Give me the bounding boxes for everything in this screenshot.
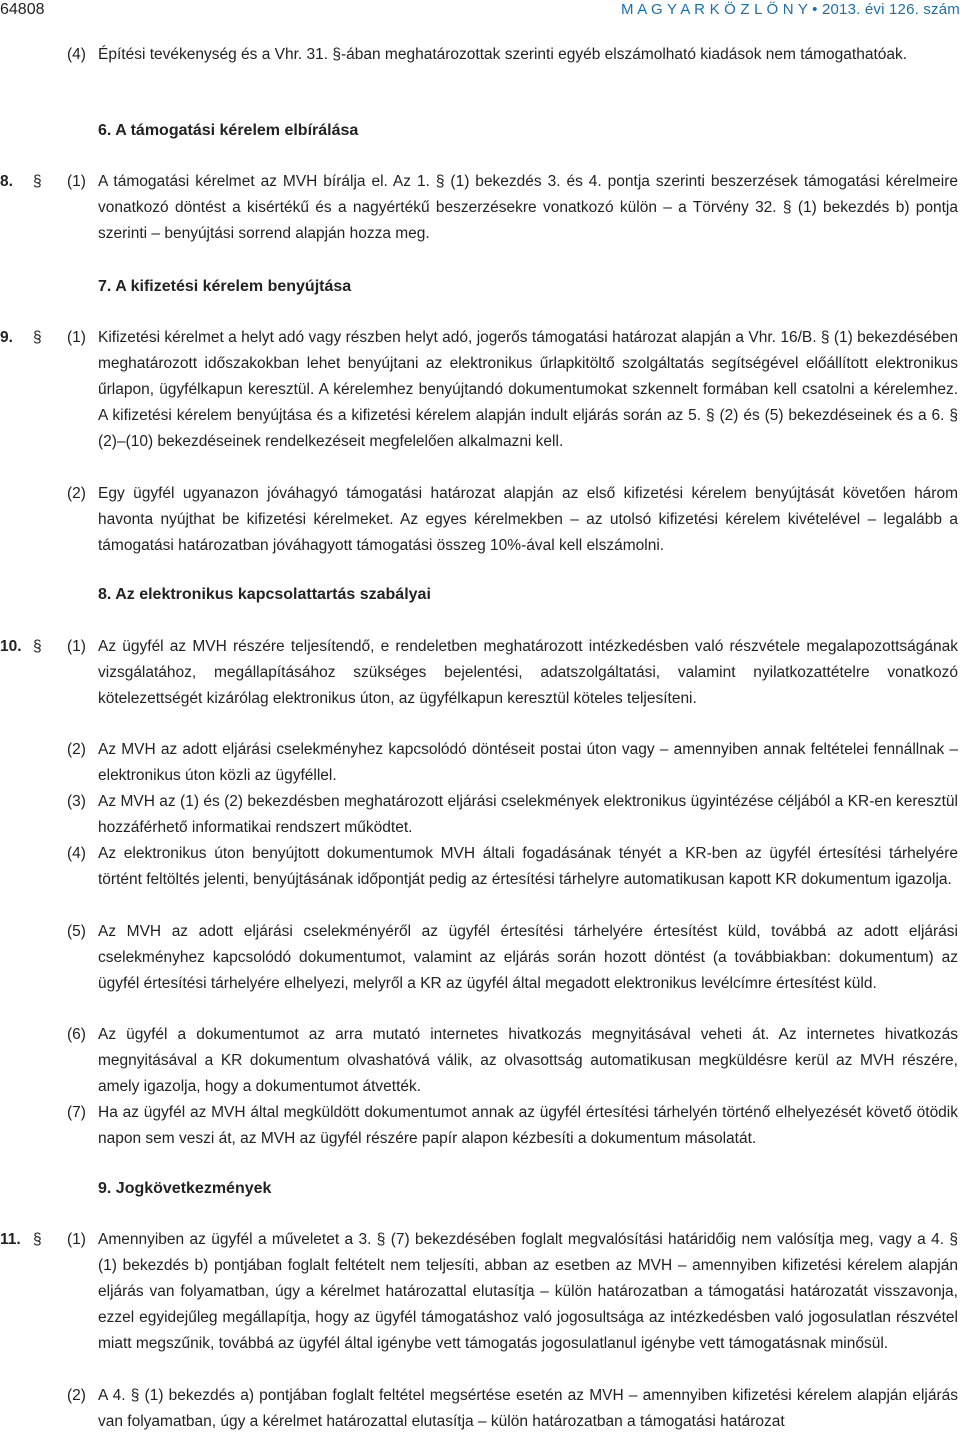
section-number: 8. bbox=[0, 173, 13, 190]
subsection-number: (4) bbox=[67, 845, 86, 862]
heading-7: 7. A kifizetési kérelem benyújtása bbox=[98, 278, 352, 295]
subsection-number: (1) bbox=[67, 329, 86, 346]
subsection-number: (5) bbox=[67, 923, 86, 940]
subsection-text: Kifizetési kérelmet a helyt adó vagy részben helyt adó, jogerős támogatási határozat alapján a Vhr. 16/B. § (1) bekezdésében meghatározott időszakokban lehet benyújtani az elektronikus űrlapkitöltő szolgáltatás segítségével előállított elektronikus űrlapon, ügyfélkapun keresztül. A kérelemhez benyújtandó dokumentumokat szkennelt formában kell csatolni a kérelemhez. A kifizetési kérelem benyújtása és a kifizetési kérelem alapján indult eljárás során az 5. § (2) és (5) bekezdéseinek és a 6. § (2)–(10) bekezdéseinek rendelkezéseit megfelelően alkalmazni kell. bbox=[98, 329, 958, 450]
section-sign: § bbox=[33, 173, 42, 190]
heading-8: 8. Az elektronikus kapcsolattartás szabályai bbox=[98, 586, 431, 603]
subsection-text: Az elektronikus úton benyújtott dokumentumok MVH általi fogadásának tényét a KR-ben az ügyfél értesítési tárhelyére történt feltöltés jelenti, benyújtásának időpontját pedig az értesítési tárhelyre automatikusan kapott KR dokumentum igazolja. bbox=[98, 845, 958, 888]
heading-9: 9. Jogkövetkezmények bbox=[98, 1180, 272, 1197]
section-sign: § bbox=[33, 638, 42, 655]
subsection-text: Az MVH az (1) és (2) bekezdésben meghatározott eljárási cselekmények elektronikus ügyintézése céljából a KR-en keresztül hozzáférhető informatikai rendszert működtet. bbox=[98, 793, 958, 836]
page-number: 64808 bbox=[0, 1, 45, 18]
section-number: 9. bbox=[0, 329, 13, 346]
subsection-number: (4) bbox=[67, 46, 86, 63]
subsection-number: (2) bbox=[67, 485, 86, 502]
section-sign: § bbox=[33, 329, 42, 346]
subsection-number: (2) bbox=[67, 1387, 86, 1404]
journal-title: M A G Y A R K Ö Z L Ö N Y • 2013. évi 126. szám bbox=[621, 1, 960, 18]
subsection-text: Az ügyfél a dokumentumot az arra mutató internetes hivatkozás megnyitásával veheti át. Az internetes hivatkozás megnyitásával a KR dokumentum olvashatóvá válik, az olvasottság automatikusan megküldésre kerül az MVH részére, amely igazolja, hogy a dokumentumot átvették. bbox=[98, 1026, 958, 1095]
subsection-number: (1) bbox=[67, 1231, 86, 1248]
subsection-text: Az ügyfél az MVH részére teljesítendő, e rendeletben meghatározott intézkedésben való részvétele megalapozottságának vizsgálatához, megállapításához szükséges bejelentési, adatszolgáltatási, valamint nyilatkozattételre vonatkozó kötelezettségét kizárólag elektronikus úton, az ügyfélkapun keresztül köteles teljesíteni. bbox=[98, 638, 958, 707]
subsection-text: Egy ügyfél ugyanazon jóváhagyó támogatási határozat alapján az első kifizetési kérelem benyújtását követően három havonta nyújthat be kifizetési kérelmeket. Az egyes kérelmekben – az utolsó kifizetési kérelem kivételével – legalább a támogatási határozatban jóváhagyott támogatási összeg 10%-ával kell elszámolni. bbox=[98, 485, 958, 554]
subsection-number: (2) bbox=[67, 741, 86, 758]
subsection-text: A 4. § (1) bekezdés a) pontjában foglalt feltétel megsértése esetén az MVH – amennyiben kifizetési kérelem alapján eljárás van folyamatban, úgy a kérelmet határozattal elutasítja – külön határozatban a támogatási határozat bbox=[98, 1387, 958, 1430]
subsection-number: (7) bbox=[67, 1104, 86, 1121]
heading-6: 6. A támogatási kérelem elbírálása bbox=[98, 122, 359, 139]
subsection-number: (1) bbox=[67, 173, 86, 190]
subsection-number: (3) bbox=[67, 793, 86, 810]
subsection-text: Az MVH az adott eljárási cselekményéről az ügyfél értesítési tárhelyére értesítést küld, továbbá az adott eljárási cselekményhez kapcsolódó dokumentumot, valamint az eljárás során hozott döntést (a továbbiakban: dokumentum) az ügyfél értesítési tárhelyére elhelyezi, melyről a KR az ügyfél által megadott elektronikus levélcímre értesítést küld. bbox=[98, 923, 958, 992]
subsection-text: Amennyiben az ügyfél a műveletet a 3. § (7) bekezdésében foglalt megvalósítási határidőig nem valósítja meg, vagy a 4. § (1) bekezdés b) pontjában foglalt feltételt nem teljesíti, abban az esetben az MVH – amennyiben kifizetési kérelem alapján eljárás van folyamatban, úgy a kérelmet határozattal elutasítja – külön határozatban a támogatási határozatát visszavonja, ezzel egyidejűleg megállapítja, hogy az ügyfél támogatáshoz való jogosultsága az intézkedésben való jogosulatlan részvétel miatt megszűnik, továbbá az ügyfél által igénybe vett támogatás jogosulatlanul igénybe vett támogatásnak minősül. bbox=[98, 1231, 958, 1352]
subsection-text: Az MVH az adott eljárási cselekményhez kapcsolódó döntéseit postai úton vagy – amennyiben annak feltételei fennállnak – elektronikus úton közli az ügyféllel. bbox=[98, 741, 958, 784]
subsection-text: A támogatási kérelmet az MVH bírálja el. Az 1. § (1) bekezdés 3. és 4. pontja szerinti beszerzések támogatási kérelmeire vonatkozó döntést a kisértékű és a nagyértékű beszerzésekre vonatkozó külön – a Törvény 32. § (1) bekezdés b) pontja szerinti – benyújtási sorrend alapján hozza meg. bbox=[98, 173, 958, 242]
subsection-text: Építési tevékenység és a Vhr. 31. §-ában meghatározottak szerinti egyéb elszámolható kiadások nem támogathatóak. bbox=[98, 46, 908, 63]
subsection-number: (1) bbox=[67, 638, 86, 655]
section-sign: § bbox=[33, 1231, 42, 1248]
subsection-number: (6) bbox=[67, 1026, 86, 1043]
subsection-text: Ha az ügyfél az MVH által megküldött dokumentumot annak az ügyfél értesítési tárhelyén történő elhelyezését követő ötödik napon sem veszi át, az MVH az ügyfél részére papír alapon kézbesíti a dokumentum másolatát. bbox=[98, 1104, 958, 1147]
section-number: 11. bbox=[0, 1231, 21, 1248]
section-number: 10. bbox=[0, 638, 22, 655]
